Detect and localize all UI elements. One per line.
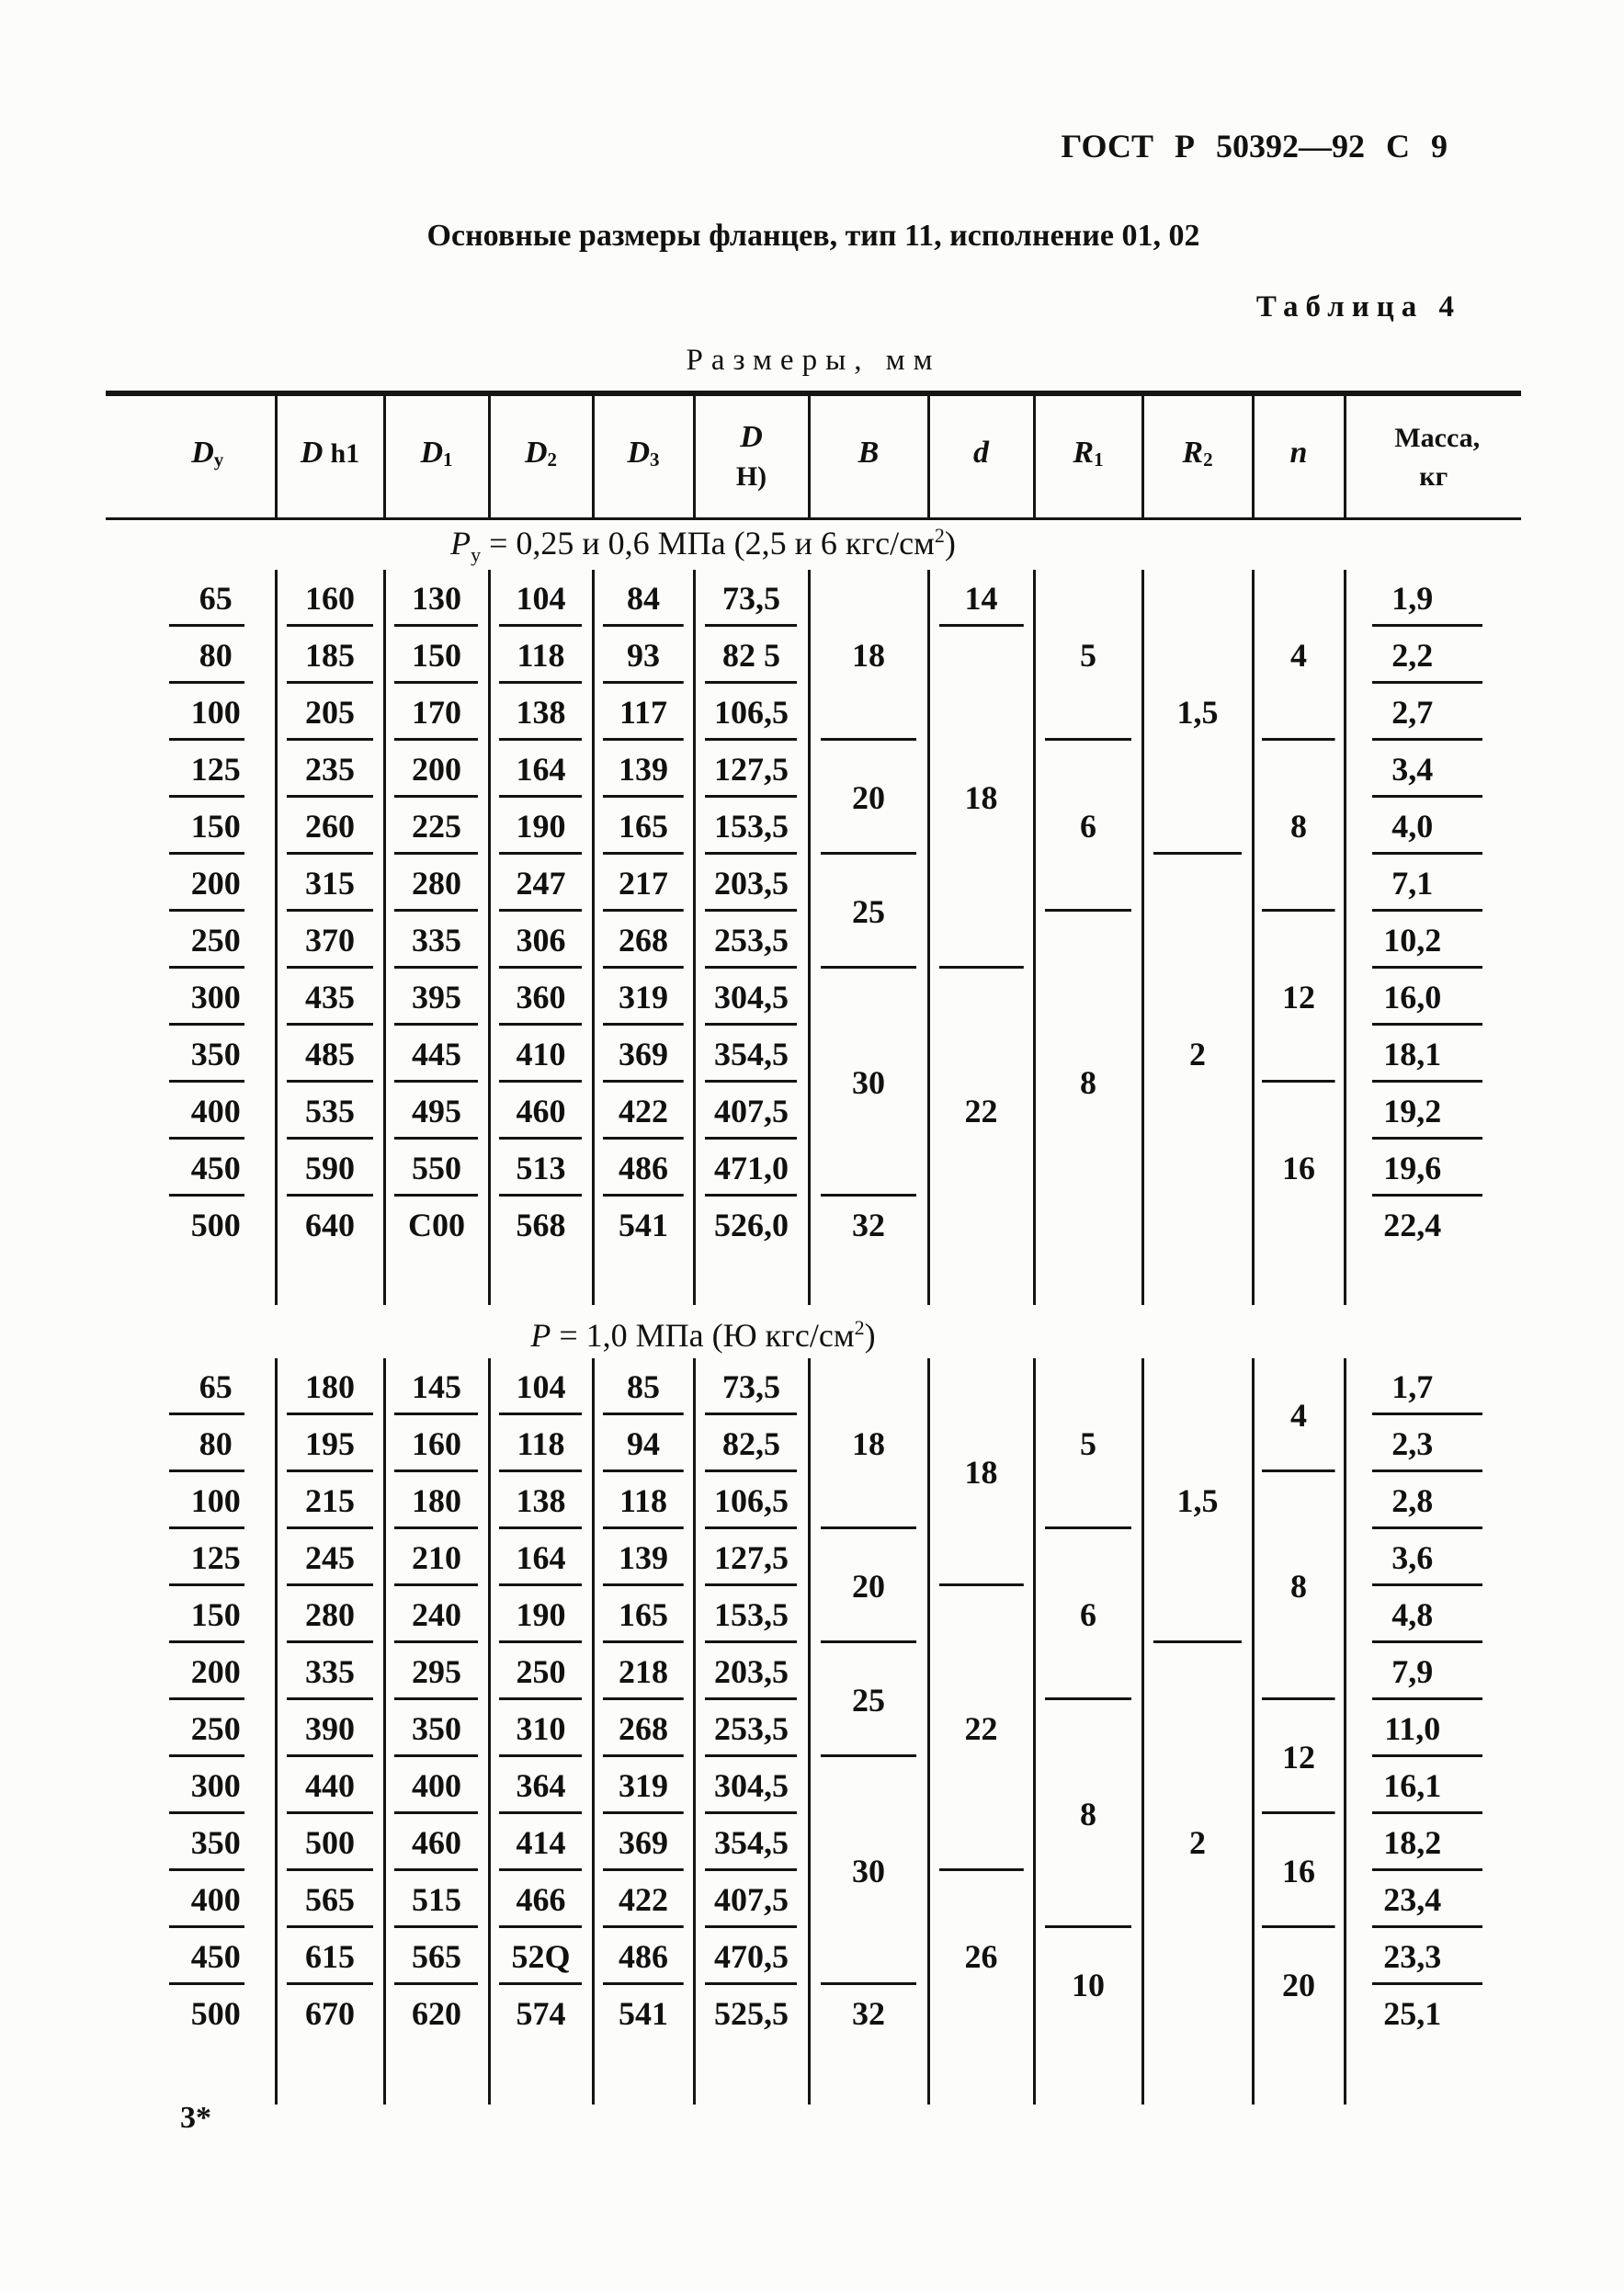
col-header-mass: Масса, кг <box>1345 393 1521 519</box>
cell-d3: 85 <box>593 1358 694 1415</box>
cell-dn: 304,5 <box>694 1757 809 1814</box>
cell-d: 335 <box>276 1643 384 1700</box>
cell-d3: 268 <box>593 1700 694 1757</box>
section-table-py-025-06 <box>106 570 1521 1305</box>
cell-d2: 104 <box>489 570 593 627</box>
cell-d: 180 <box>276 1358 384 1415</box>
cell-mass: 19,6 <box>1345 1140 1521 1197</box>
cell-dn: 106,5 <box>694 684 809 741</box>
cell-mass: 22,4 <box>1383 1207 1442 1243</box>
cell-mass: 16,1 <box>1345 1757 1521 1814</box>
cell-d2: 310 <box>489 1700 593 1757</box>
cell-d1: 130 <box>384 570 489 627</box>
cell-n: 16 <box>1253 1083 1345 1254</box>
cell-dn: 470,5 <box>694 1928 809 1985</box>
cell-d: 215 <box>276 1472 384 1529</box>
cell-b: 25 <box>809 855 928 969</box>
cell-dn: 82,5 <box>694 1415 809 1472</box>
section-title-p-10: P = 1,0 МПа (Ю кгс/$см^2$) <box>530 1316 876 1354</box>
tail-cell <box>489 2042 593 2105</box>
cell-d2: 164 <box>489 1529 593 1586</box>
cell-dn: 153,5 <box>694 1586 809 1643</box>
cell-mass: 11,0 <box>1345 1700 1521 1757</box>
tail-cell <box>106 1254 276 1305</box>
cell-r1: 5 <box>1034 1358 1142 1529</box>
cell-dn: 127,5 <box>694 741 809 798</box>
cell-dy: 400 <box>106 1871 276 1928</box>
col-header-d-small: d <box>928 393 1034 519</box>
cell-d1: 210 <box>384 1529 489 1586</box>
cell-dn: 127,5 <box>694 1529 809 1586</box>
cell-mass: 19,2 <box>1345 1083 1521 1140</box>
cell-b: 20 <box>809 741 928 855</box>
cell-dn: 354,5 <box>694 1026 809 1083</box>
cell-d1: 200 <box>384 741 489 798</box>
table-row <box>106 1358 1521 1415</box>
cell-d2: 138 <box>489 684 593 741</box>
doc-title: Основные размеры фланцев, тип 11, исполнение 01, 02 <box>426 219 1200 253</box>
cell-d3: 165 <box>593 798 694 855</box>
cell-d: 280 <box>276 1586 384 1643</box>
cell-dn: 106,5 <box>694 1472 809 1529</box>
tail-cell <box>384 1254 489 1305</box>
cell-r1: 6 <box>1034 1529 1142 1700</box>
cell-d3: 422 <box>593 1871 694 1928</box>
cell-d: 245 <box>276 1529 384 1586</box>
cell-mass: 2,2 <box>1345 627 1521 684</box>
cell-d3: 218 <box>593 1643 694 1700</box>
cell-dy: 450 <box>106 1928 276 1985</box>
cell-r2: 2 <box>1142 855 1253 1254</box>
cell-d3: 319 <box>593 969 694 1026</box>
cell-dy: 300 <box>106 1757 276 1814</box>
tail-cell <box>809 1254 928 1305</box>
cell-d3: 541 <box>593 1985 694 2042</box>
cell-d: 500 <box>276 1814 384 1871</box>
cell-mass: 3,4 <box>1345 741 1521 798</box>
cell-dy: 200 <box>106 855 276 912</box>
cell-d: 440 <box>276 1757 384 1814</box>
tail-cell <box>694 1254 809 1305</box>
column-line-tails <box>106 2042 1521 2105</box>
cell-d: 640 <box>276 1197 384 1254</box>
units-label: Размеры, мм <box>686 344 941 377</box>
cell-d2: 410 <box>489 1026 593 1083</box>
page-header: ГОСТ Р 50392—92 С 9 <box>1061 128 1448 165</box>
cell-dy: 250 <box>106 1700 276 1757</box>
cell-r1: 8 <box>1034 1700 1142 1928</box>
table-row <box>106 741 1521 798</box>
cell-mass: 23,4 <box>1345 1871 1521 1928</box>
cell-n: 20 <box>1253 1928 1345 2042</box>
cell-mass: 25,1 <box>1383 1995 1442 2032</box>
tail-cell <box>1034 1254 1142 1305</box>
table-row <box>106 570 1521 627</box>
tail-cell <box>928 2042 1034 2105</box>
cell-dy: 65 <box>106 570 276 627</box>
cell-n: 4 <box>1253 1358 1345 1472</box>
cell-d3: 217 <box>593 855 694 912</box>
cell-dn: 153,5 <box>694 798 809 855</box>
cell-d1: 180 <box>384 1472 489 1529</box>
tail-cell <box>1253 2042 1345 2105</box>
tail-cell <box>106 2042 276 2105</box>
cell-d3: 118 <box>593 1472 694 1529</box>
cell-d2: 104 <box>489 1358 593 1415</box>
tail-cell <box>694 2042 809 2105</box>
cell-mass: 3,6 <box>1345 1529 1521 1586</box>
cell-d: 160 <box>276 570 384 627</box>
cell-r1: 5 <box>1034 570 1142 741</box>
cell-d2: 190 <box>489 1586 593 1643</box>
table-header <box>106 391 1521 520</box>
cell-d1: 335 <box>384 912 489 969</box>
cell-d: 185 <box>276 627 384 684</box>
tail-cell <box>1142 1254 1253 1305</box>
cell-d: 615 <box>276 1928 384 1985</box>
cell-d3: 369 <box>593 1026 694 1083</box>
tail-cell <box>276 1254 384 1305</box>
cell-d1: 620 <box>384 1985 489 2042</box>
cell-d: 260 <box>276 798 384 855</box>
cell-dy: 125 <box>106 741 276 798</box>
cell-d1: 350 <box>384 1700 489 1757</box>
tail-cell <box>1034 2042 1142 2105</box>
tail-cell <box>809 2042 928 2105</box>
cell-d1: 495 <box>384 1083 489 1140</box>
cell-d: 670 <box>276 1985 384 2042</box>
cell-mass: 2,3 <box>1345 1415 1521 1472</box>
cell-d: 435 <box>276 969 384 1026</box>
cell-d1: 160 <box>384 1415 489 1472</box>
cell-mass: 1,9 <box>1345 570 1521 627</box>
cell-d3: 486 <box>593 1928 694 1985</box>
cell-d-hole: 14 <box>928 570 1034 627</box>
cell-r1: 6 <box>1034 741 1142 912</box>
cell-mass: 2,8 <box>1345 1472 1521 1529</box>
cell-d1: 295 <box>384 1643 489 1700</box>
cell-d: 205 <box>276 684 384 741</box>
cell-b: 32 <box>809 1197 928 1254</box>
cell-d3: 94 <box>593 1415 694 1472</box>
cell-dn: 304,5 <box>694 969 809 1026</box>
cell-dn: 471,0 <box>694 1140 809 1197</box>
cell-d1: 400 <box>384 1757 489 1814</box>
cell-b: 25 <box>809 1643 928 1757</box>
tail-cell <box>1142 2042 1253 2105</box>
cell-dy: 400 <box>106 1083 276 1140</box>
cell-dn: 526,0 <box>694 1197 809 1254</box>
cell-mass: 4,0 <box>1345 798 1521 855</box>
cell-mass: 16,0 <box>1345 969 1521 1026</box>
cell-dy: 500 <box>106 1985 276 2042</box>
cell-d1: 515 <box>384 1871 489 1928</box>
cell-d2: 364 <box>489 1757 593 1814</box>
cell-d3: 117 <box>593 684 694 741</box>
cell-d-hole: 18 <box>928 627 1034 969</box>
cell-n: 8 <box>1253 1472 1345 1700</box>
cell-d3: 139 <box>593 1529 694 1586</box>
cell-d1: 445 <box>384 1026 489 1083</box>
cell-d1: 240 <box>384 1586 489 1643</box>
cell-dy: 150 <box>106 1586 276 1643</box>
cell-dn: 253,5 <box>694 912 809 969</box>
col-header-dn: D Н) <box>694 393 809 519</box>
cell-d3: 369 <box>593 1814 694 1871</box>
cell-dy: 350 <box>106 1026 276 1083</box>
cell-mass: 10,2 <box>1345 912 1521 969</box>
cell-d: 390 <box>276 1700 384 1757</box>
cell-mass: 23,3 <box>1345 1928 1521 1985</box>
tail-cell <box>276 2042 384 2105</box>
cell-d1: 460 <box>384 1814 489 1871</box>
cell-n: 16 <box>1253 1814 1345 1928</box>
cell-r1: 10 <box>1034 1928 1142 2042</box>
cell-b: 18 <box>809 1358 928 1529</box>
cell-d2: 52Q <box>489 1928 593 1985</box>
cell-d: 485 <box>276 1026 384 1083</box>
cell-d2: 118 <box>489 1415 593 1472</box>
tail-cell <box>928 1254 1034 1305</box>
cell-dy: 250 <box>106 912 276 969</box>
cell-n: 8 <box>1253 741 1345 912</box>
cell-d: 370 <box>276 912 384 969</box>
cell-d2: 306 <box>489 912 593 969</box>
cell-d1: 395 <box>384 969 489 1026</box>
cell-d: 315 <box>276 855 384 912</box>
cell-dn: 203,5 <box>694 855 809 912</box>
tail-cell <box>593 1254 694 1305</box>
cell-dy: 200 <box>106 1643 276 1700</box>
cell-mass: 18,1 <box>1345 1026 1521 1083</box>
cell-d3: 139 <box>593 741 694 798</box>
cell-n: 12 <box>1253 1700 1345 1814</box>
cell-dy: 300 <box>106 969 276 1026</box>
cell-mass: 2,7 <box>1345 684 1521 741</box>
cell-d2: 164 <box>489 741 593 798</box>
cell-d: 235 <box>276 741 384 798</box>
cell-d1: 170 <box>384 684 489 741</box>
cell-d-hole: 22 <box>928 969 1034 1254</box>
header-row <box>106 393 1521 519</box>
cell-n: 4 <box>1253 570 1345 741</box>
cell-b: 30 <box>809 969 928 1197</box>
tail-cell <box>384 2042 489 2105</box>
tail-cell <box>593 2042 694 2105</box>
tail-cell <box>1345 2042 1521 2105</box>
col-header-b: B <box>809 393 928 519</box>
cell-d3: 268 <box>593 912 694 969</box>
cell-d2: 513 <box>489 1140 593 1197</box>
cell-dy: 500 <box>106 1197 276 1254</box>
cell-d3: 93 <box>593 627 694 684</box>
cell-d2: 190 <box>489 798 593 855</box>
cell-d2: 414 <box>489 1814 593 1871</box>
cell-dy: 350 <box>106 1814 276 1871</box>
cell-d1: 565 <box>384 1928 489 1985</box>
cell-r2: 1,5 <box>1142 570 1253 855</box>
cell-b: 32 <box>809 1985 928 2042</box>
cell-r2: 1,5 <box>1142 1358 1253 1643</box>
tail-cell <box>489 1254 593 1305</box>
col-header-r1: $R_1$ <box>1034 393 1142 519</box>
cell-mass: 1,7 <box>1345 1358 1521 1415</box>
table-number-label: Таблица 4 <box>1255 290 1461 323</box>
cell-d2: 250 <box>489 1643 593 1700</box>
cell-d1: 150 <box>384 627 489 684</box>
section-title-py-025-06: $P_у = 0,25$ и 0,6 МПа (2,5 и 6 кгс/$см^2$) <box>450 524 956 567</box>
cell-b: 30 <box>809 1757 928 1985</box>
cell-d1: 280 <box>384 855 489 912</box>
column-line-tails <box>106 1254 1521 1305</box>
cell-d3: 422 <box>593 1083 694 1140</box>
cell-d2: 460 <box>489 1083 593 1140</box>
cell-d3: 486 <box>593 1140 694 1197</box>
cell-d3: 84 <box>593 570 694 627</box>
col-header-d3: $D_3$ <box>593 393 694 519</box>
cell-d2: 466 <box>489 1871 593 1928</box>
cell-dn: 407,5 <box>694 1871 809 1928</box>
cell-d2: 568 <box>489 1197 593 1254</box>
cell-d2: 247 <box>489 855 593 912</box>
cell-d3: 541 <box>593 1197 694 1254</box>
cell-r2: 2 <box>1142 1643 1253 2042</box>
cell-d-hole: 26 <box>928 1871 1034 2042</box>
cell-d2: 118 <box>489 627 593 684</box>
cell-dy: 450 <box>106 1140 276 1197</box>
cell-d3: 319 <box>593 1757 694 1814</box>
cell-dy: 100 <box>106 684 276 741</box>
cell-b: 18 <box>809 570 928 741</box>
tail-cell <box>1253 1254 1345 1305</box>
cell-mass: 4,8 <box>1345 1586 1521 1643</box>
cell-d3: 165 <box>593 1586 694 1643</box>
section-table-p-10 <box>106 1358 1521 2105</box>
cell-dn: 407,5 <box>694 1083 809 1140</box>
col-header-d: D h1 <box>276 393 384 519</box>
cell-r1: 8 <box>1034 912 1142 1254</box>
cell-b: 20 <box>809 1529 928 1643</box>
col-header-r2: $R_2$ <box>1142 393 1253 519</box>
tail-cell <box>1345 1254 1521 1305</box>
cell-d: 565 <box>276 1871 384 1928</box>
cell-dn: 203,5 <box>694 1643 809 1700</box>
cell-dy: 80 <box>106 627 276 684</box>
cell-d-hole: 18 <box>928 1358 1034 1586</box>
cell-d2: 138 <box>489 1472 593 1529</box>
cell-dn: 253,5 <box>694 1700 809 1757</box>
cell-n: 12 <box>1253 912 1345 1083</box>
cell-dy: 125 <box>106 1529 276 1586</box>
cell-d2: 574 <box>489 1985 593 2042</box>
cell-dn: 354,5 <box>694 1814 809 1871</box>
col-header-d2: $D_2$ <box>489 393 593 519</box>
cell-dy: 65 <box>106 1358 276 1415</box>
cell-d1: C00 <box>384 1197 489 1254</box>
cell-dn: 73,5 <box>694 570 809 627</box>
cell-dn: 82 5 <box>694 627 809 684</box>
cell-dy: 100 <box>106 1472 276 1529</box>
cell-d-hole: 22 <box>928 1586 1034 1871</box>
cell-d2: 360 <box>489 969 593 1026</box>
col-header-dy: $D_у$ <box>106 393 276 519</box>
cell-d: 590 <box>276 1140 384 1197</box>
cell-mass: 7,9 <box>1345 1643 1521 1700</box>
col-header-d1: $D_1$ <box>384 393 489 519</box>
col-header-n: n <box>1253 393 1345 519</box>
cell-mass: 7,1 <box>1345 855 1521 912</box>
cell-d1: 550 <box>384 1140 489 1197</box>
cell-dn: 73,5 <box>694 1358 809 1415</box>
footer-sheet-mark: 3* <box>180 2101 211 2135</box>
cell-dy: 80 <box>106 1415 276 1472</box>
cell-d: 535 <box>276 1083 384 1140</box>
cell-dy: 150 <box>106 798 276 855</box>
cell-dn: 525,5 <box>694 1985 809 2042</box>
cell-mass: 18,2 <box>1345 1814 1521 1871</box>
cell-d: 195 <box>276 1415 384 1472</box>
cell-d1: 145 <box>384 1358 489 1415</box>
cell-d1: 225 <box>384 798 489 855</box>
